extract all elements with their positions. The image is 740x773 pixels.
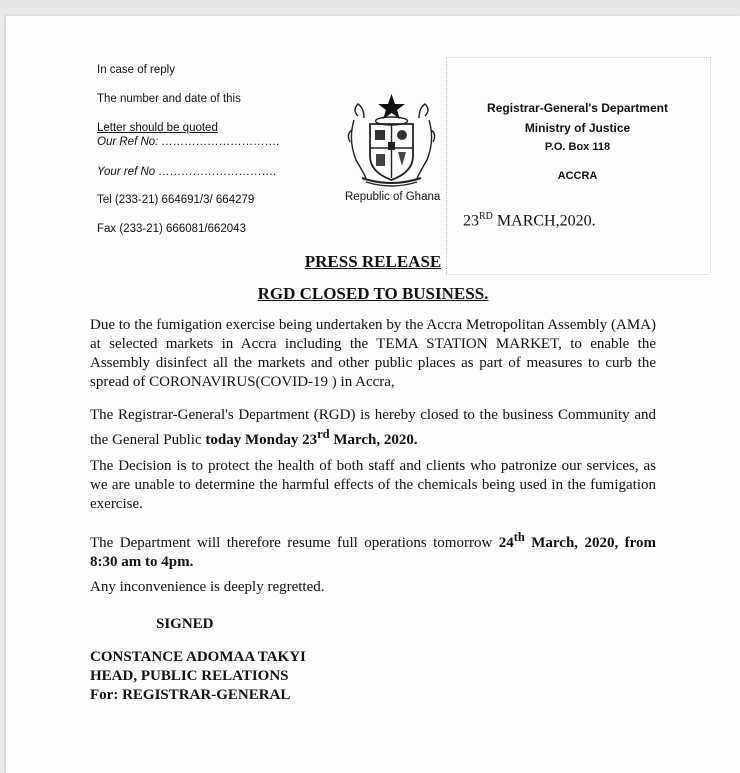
signatory-for: For: REGISTRAR-GENERAL <box>90 687 291 703</box>
paragraph-4-bold-end: March, 2020, from 8:30 am to 4pm. <box>90 535 656 570</box>
paragraph-4 <box>90 528 656 572</box>
paragraph-3 <box>90 457 656 514</box>
date-suffix: RD <box>479 211 493 222</box>
your-ref: Your ref No …………………………. <box>97 166 277 178</box>
reply-line-1: In case of reply <box>97 64 175 76</box>
crest-caption: Republic of Ghana <box>345 191 441 203</box>
ghana-coat-of-arms-icon <box>344 90 439 190</box>
viewer-top-bar <box>0 0 740 16</box>
paragraph-3-text: The Decision is to protect the health of both staff and clients who patronize our services, as we are unable to determine the harmful effects of the chemicals being used in the fumigation exercise. <box>90 458 656 512</box>
reply-line-3: Letter should be quoted <box>97 122 218 134</box>
department-name: Registrar-General's Department <box>487 101 668 115</box>
fax: Fax (233-21) 666081/662043 <box>97 223 246 235</box>
paragraph-4-text: The Department will therefore resume full operations tomorrow <box>90 535 499 551</box>
address-box <box>446 57 711 275</box>
paragraph-1 <box>90 316 656 392</box>
document-page <box>6 16 740 773</box>
paragraph-5-text: Any inconvenience is deeply regretted. <box>90 579 325 595</box>
signed-label: SIGNED <box>156 616 214 632</box>
date-day: 23 <box>463 212 479 230</box>
reply-line-2: The number and date of this <box>97 93 241 105</box>
date-rest: MARCH,2020. <box>492 212 596 230</box>
paragraph-4-sup: th <box>513 530 525 544</box>
paragraph-2-text: The Registrar-General's Department (RGD) is hereby closed to the business Community and the General Public <box>90 407 656 448</box>
ministry-name: Ministry of Justice <box>524 121 631 135</box>
telephone: Tel (233-21) 664691/3/ 664279 <box>97 194 255 206</box>
signatory-name: CONSTANCE ADOMAA TAKYI <box>90 649 306 665</box>
signatory-position: HEAD, PUBLIC RELATIONS <box>90 668 289 684</box>
document-title: RGD CLOSED TO BUSINESS. <box>257 284 489 303</box>
city: ACCRA <box>557 170 598 182</box>
press-release-heading: PRESS RELEASE <box>304 252 442 271</box>
paragraph-2-bold: today Monday 23 <box>205 432 318 448</box>
paragraph-4-bold: 24 <box>498 535 514 551</box>
paragraph-5 <box>90 578 656 597</box>
signature-block <box>90 648 306 705</box>
paragraph-2-bold-end: March, 2020. <box>329 432 418 448</box>
paragraph-1-text: Due to the fumigation exercise being undertaken by the Accra Metropolitan Assembly (AMA) at selected markets in Accra including the TEMA STATION MARKET, to enable the Assembly disinfect all the markets and other public places as part of measures to curb the spread of CORONAVIRUS(COVID-19 ) in Accra, <box>90 317 656 390</box>
our-ref: Our Ref No: …………………………. <box>97 136 280 148</box>
po-box: P.O. Box 118 <box>544 141 611 153</box>
letter-date <box>463 211 596 230</box>
paragraph-2-sup: rd <box>317 427 330 441</box>
paragraph-2 <box>90 406 656 450</box>
